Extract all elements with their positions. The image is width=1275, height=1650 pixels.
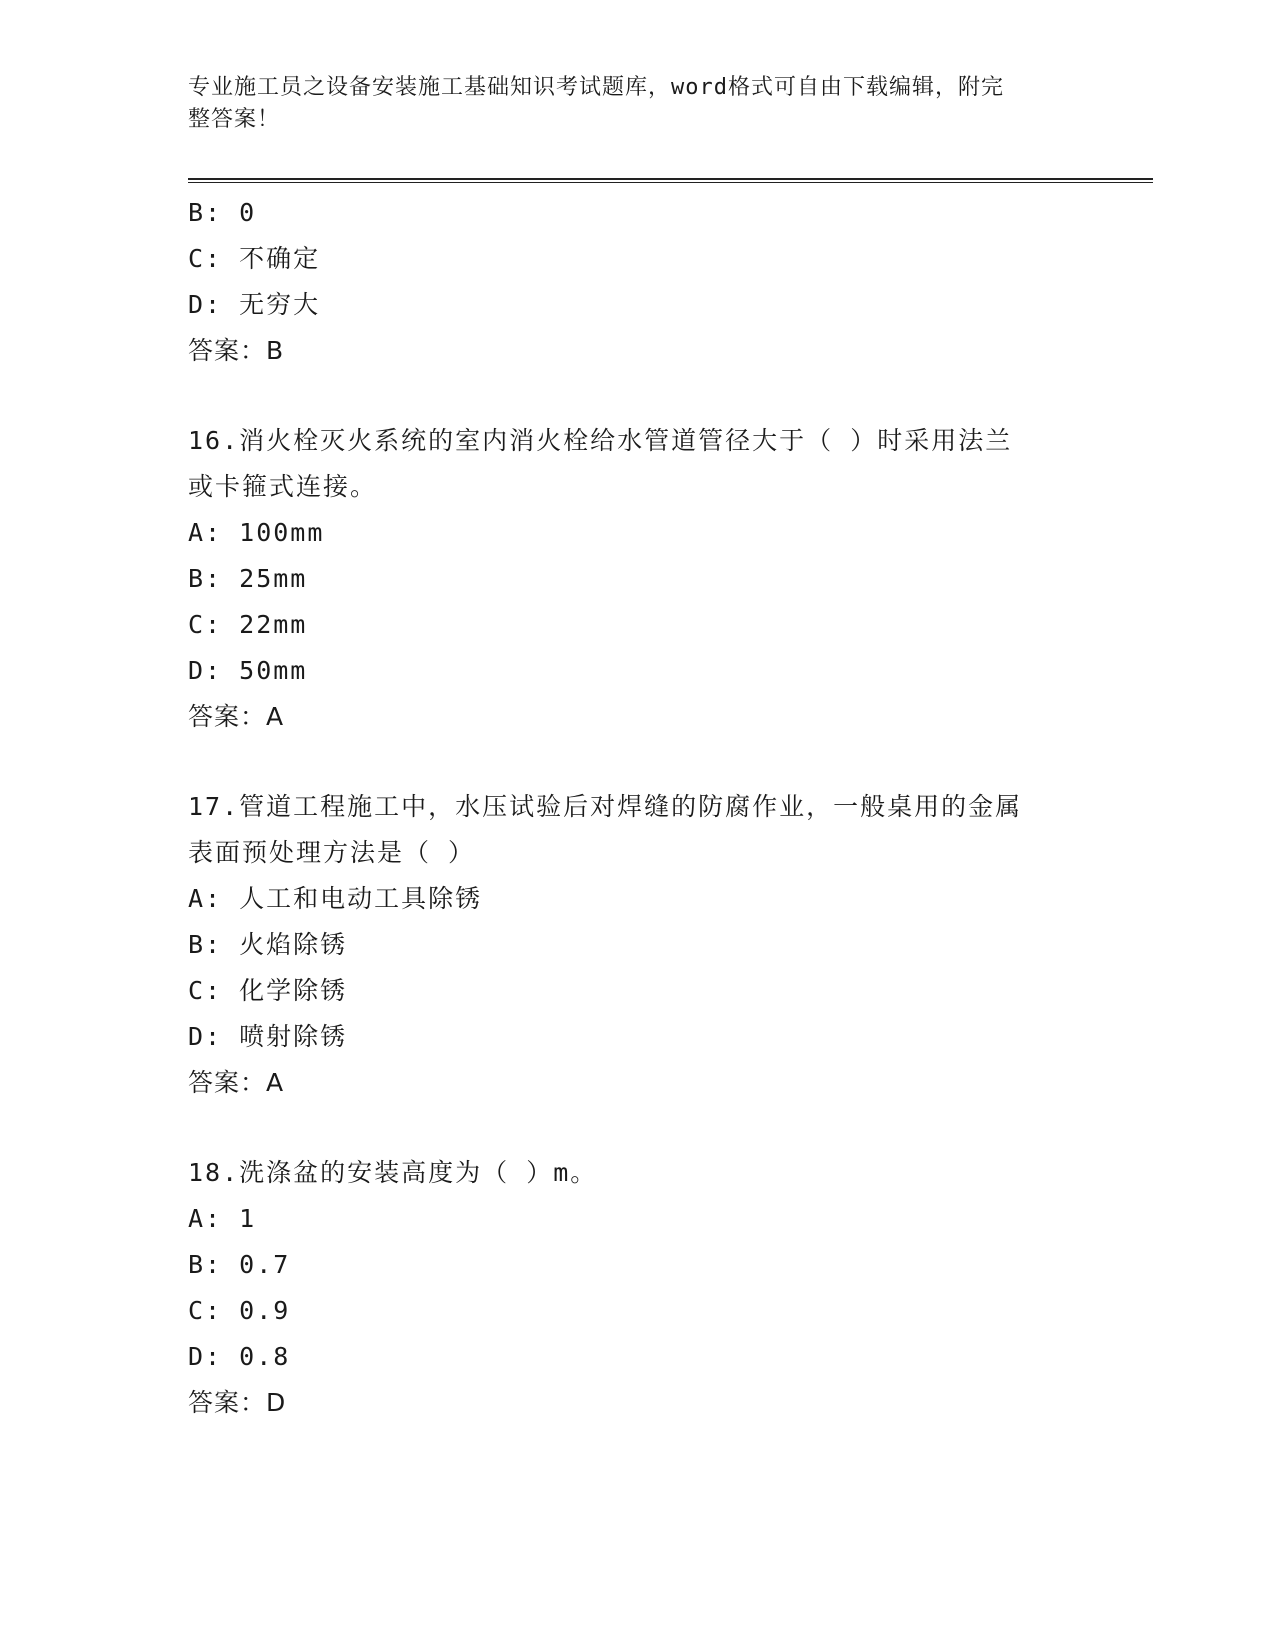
option-a: A: 100mm (188, 518, 325, 547)
question-gap (188, 374, 1088, 418)
document-header (188, 72, 1068, 136)
question-16 (188, 418, 1088, 740)
question-15-continued (188, 190, 1088, 374)
option-c: C: 0.9 (188, 1296, 291, 1325)
option-c: C: 化学除锈 (188, 976, 348, 1005)
option-d: D: 无穷大 (188, 290, 321, 319)
question-stem-line: 17.管道工程施工中，水压试验后对焊缝的防腐作业，一般桌用的金属 (188, 792, 1023, 821)
header-line-1: 专业施工员之设备安装施工基础知识考试题库，word格式可自由下载编辑，附完 (188, 75, 1004, 100)
question-gap (188, 740, 1088, 784)
header-line-2: 整答案！ (188, 107, 281, 132)
option-c: C: 22mm (188, 610, 308, 639)
option-b: B: 火焰除锈 (188, 930, 348, 959)
question-stem-line: 表面预处理方法是（ ） (188, 838, 476, 867)
option-d: D: 0.8 (188, 1342, 291, 1371)
question-stem-line: 18.洗涤盆的安装高度为（ ）m。 (188, 1158, 598, 1187)
question-gap (188, 1106, 1088, 1150)
option-b: B: 0 (188, 198, 257, 227)
option-a: A: 人工和电动工具除锈 (188, 884, 483, 913)
option-b: B: 0.7 (188, 1250, 291, 1279)
header-divider (188, 178, 1153, 183)
option-d: D: 喷射除锈 (188, 1022, 348, 1051)
question-17 (188, 784, 1088, 1106)
question-stem-line: 或卡箍式连接。 (188, 472, 378, 501)
answer: 答案：A (188, 702, 285, 731)
answer: 答案：D (188, 1388, 287, 1417)
option-b: B: 25mm (188, 564, 308, 593)
option-c: C: 不确定 (188, 244, 321, 273)
question-stem-line: 16.消火栓灭火系统的室内消火栓给水管道管径大于（ ）时采用法兰 (188, 426, 1013, 455)
answer: 答案：A (188, 1068, 285, 1097)
question-18 (188, 1150, 1088, 1426)
option-a: A: 1 (188, 1204, 257, 1233)
option-d: D: 50mm (188, 656, 308, 685)
question-list (188, 190, 1088, 1426)
answer: 答案：B (188, 336, 285, 365)
